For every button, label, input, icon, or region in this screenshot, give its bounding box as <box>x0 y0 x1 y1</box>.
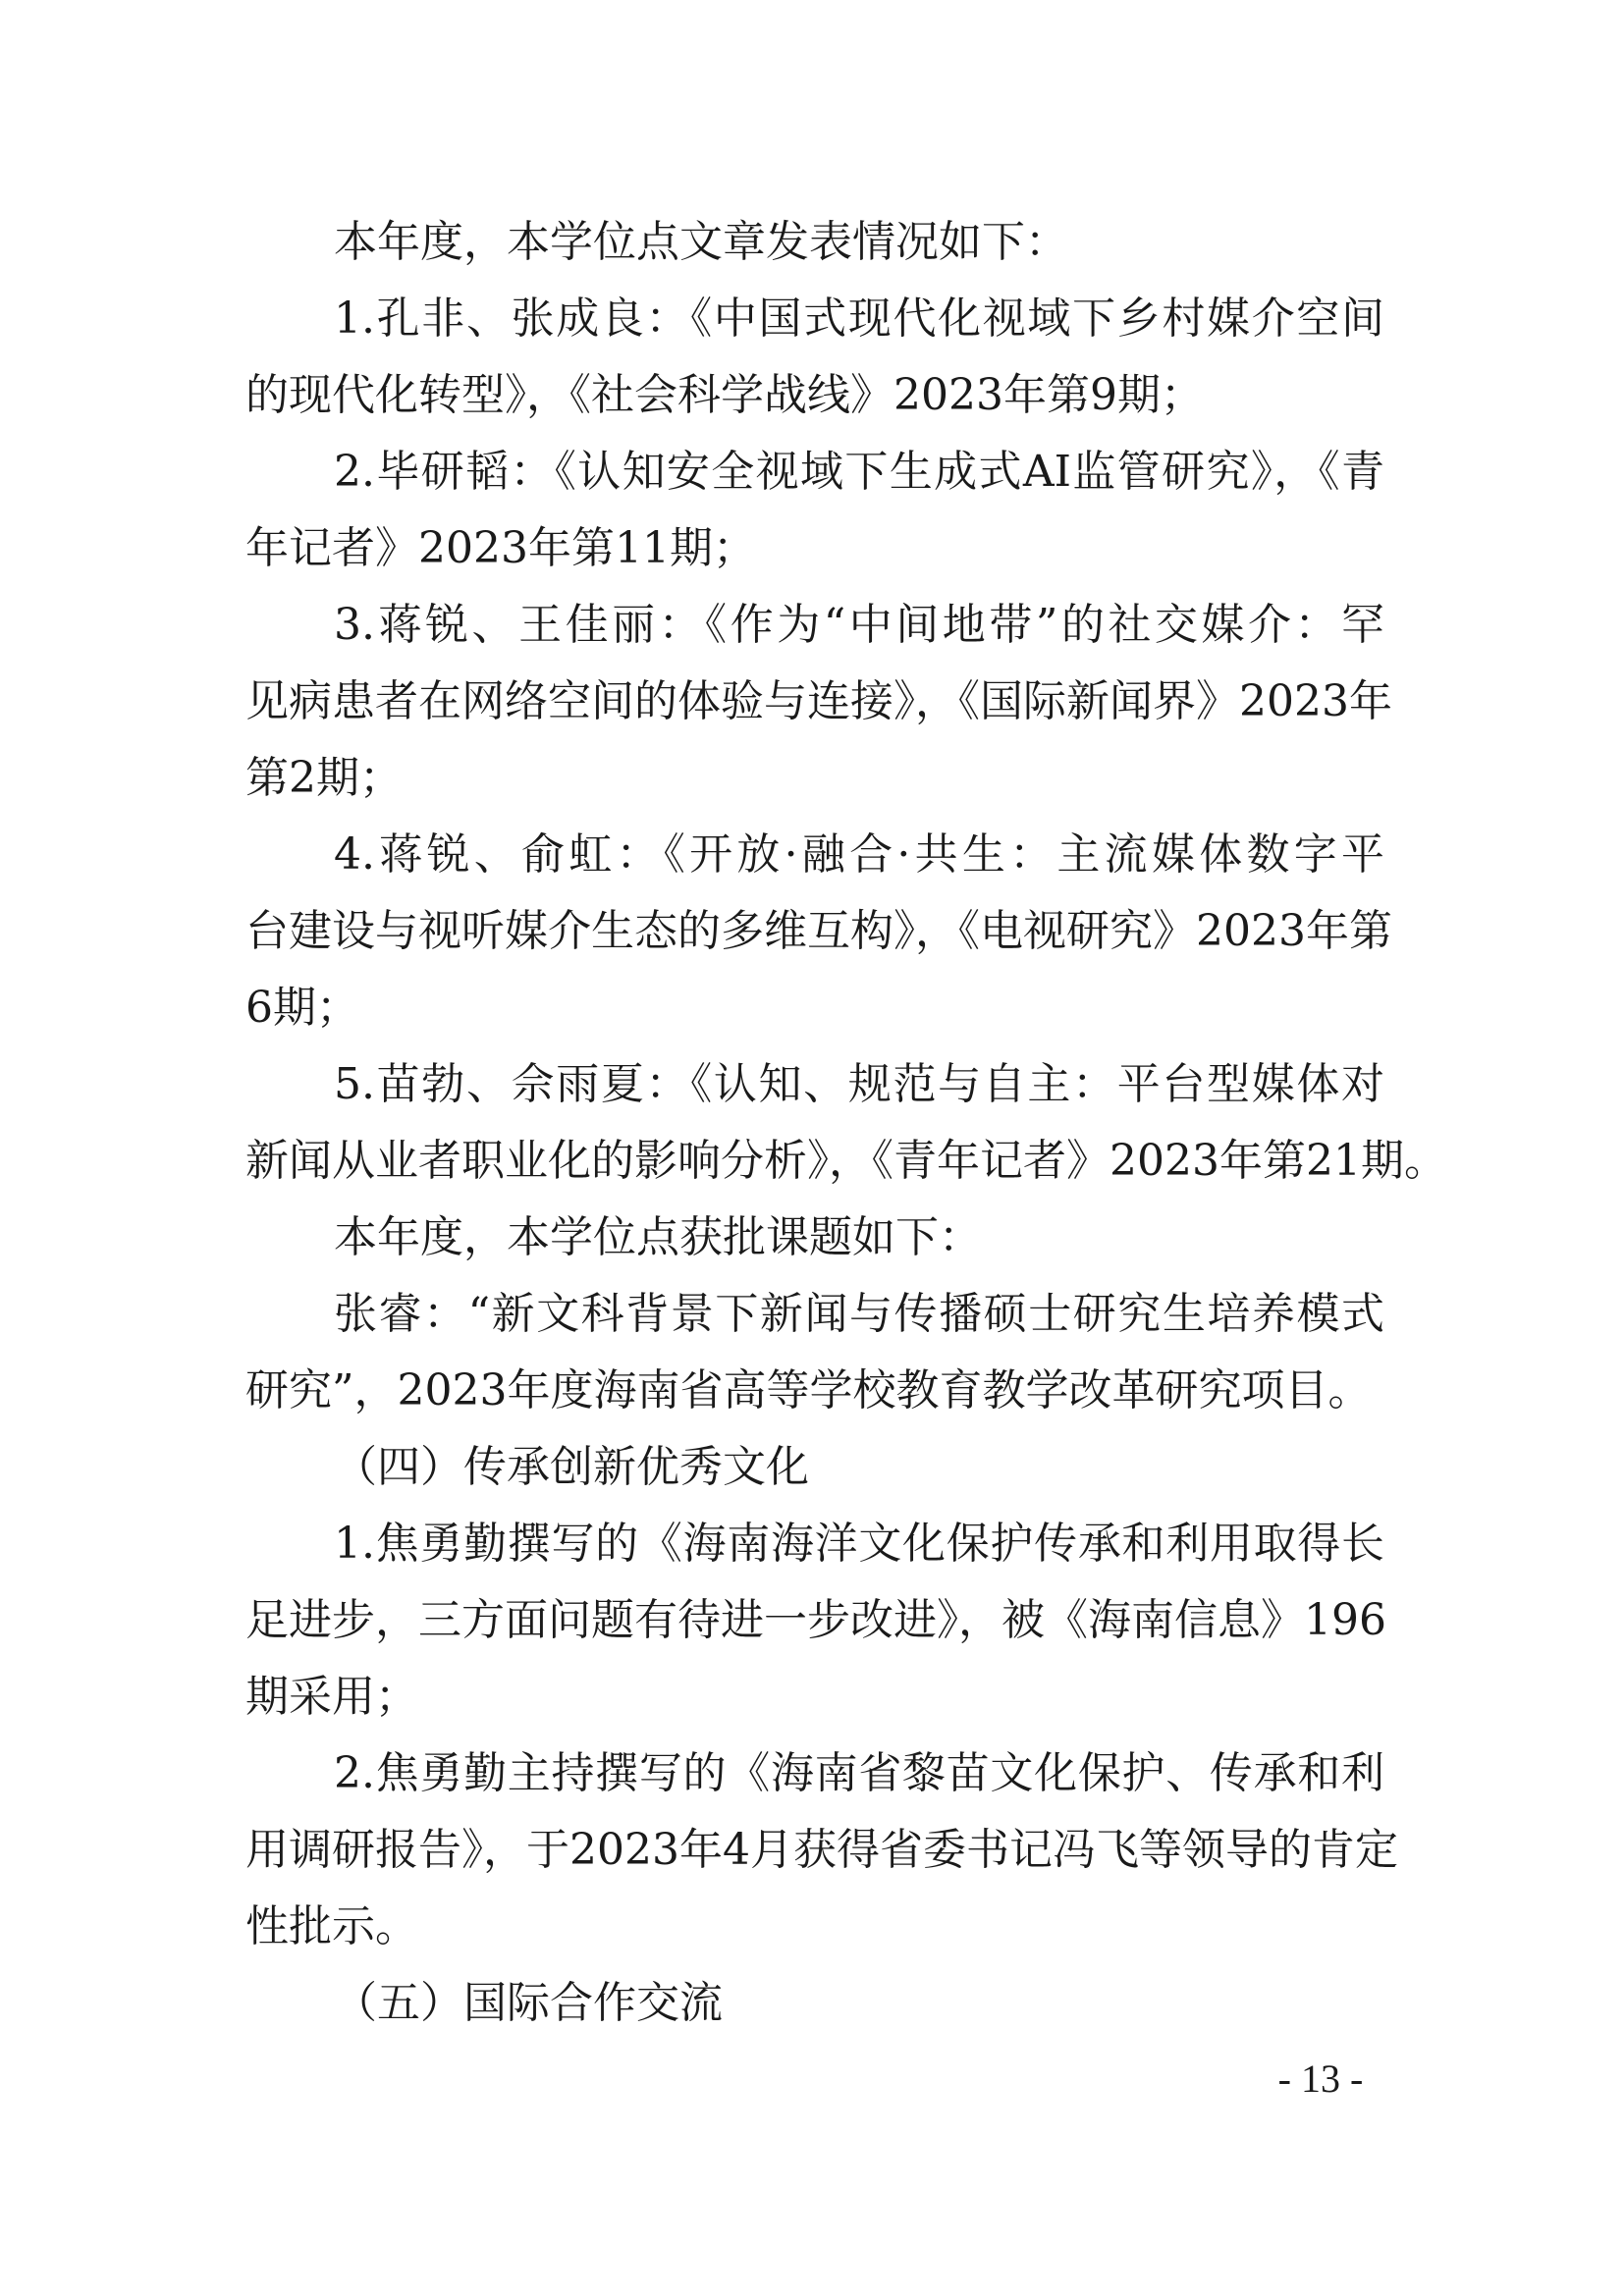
paragraph-line: 的现代化转型》，《社会科学战线》2023年第9期； <box>245 370 1204 420</box>
paragraph-line: 足进步，三方面问题有待进一步改进》，被《海南信息》196 <box>245 1595 1386 1645</box>
paragraph-line: 1.焦勇勤撰写的《海南海洋文化保护传承和利用取得长 <box>334 1519 1384 1569</box>
paragraph-line: 2.毕研韬：《认知安全视域下生成式AI监管研究》，《青 <box>334 447 1384 497</box>
paragraph-line: 见病患者在网络空间的体验与连接》，《国际新闻界》2023年 <box>245 676 1392 726</box>
paragraph-line: 4.蒋锐、俞虹：《开放·融合·共生：主流媒体数字平 <box>334 829 1384 880</box>
paragraph-line: 2.焦勇勤主持撰写的《海南省黎苗文化保护、传承和利 <box>334 1748 1384 1798</box>
paragraph-line: 6期； <box>245 983 359 1033</box>
paragraph-line: 本年度，本学位点获批课题如下： <box>334 1212 982 1262</box>
paragraph-line: 新闻从业者职业化的影响分析》，《青年记者》2023年第21期。 <box>245 1136 1447 1186</box>
page-number: - 13 - <box>1277 2056 1364 2101</box>
paragraph-line: 本年度，本学位点文章发表情况如下： <box>334 217 1068 267</box>
paragraph-line: 年记者》2023年第11期； <box>245 523 756 573</box>
section-heading: （四）传承创新优秀文化 <box>334 1442 809 1492</box>
section-heading: （五）国际合作交流 <box>334 1978 723 2028</box>
paragraph-line: 用调研报告》，于2023年4月获得省委书记冯飞等领导的肯定 <box>245 1825 1398 1875</box>
paragraph-line: 台建设与视听媒介生态的多维互构》，《电视研究》2023年第 <box>245 906 1392 956</box>
paragraph-line: 第2期； <box>245 753 403 803</box>
paragraph-line: 1.孔非、张成良：《中国式现代化视域下乡村媒介空间 <box>334 294 1384 344</box>
paragraph-line: 5.苗勃、佘雨夏：《认知、规范与自主：平台型媒体对 <box>334 1059 1384 1109</box>
paragraph-line: 张睿：“新文科背景下新闻与传播硕士研究生培养模式 <box>334 1289 1384 1339</box>
paragraph-line: 期采用； <box>245 1672 418 1722</box>
paragraph-line: 3.蒋锐、王佳丽：《作为“中间地带”的社交媒介：罕 <box>334 600 1384 650</box>
paragraph-line: 性批示。 <box>245 1901 418 1951</box>
paragraph-line: 研究”，2023年度海南省高等学校教育教学改革研究项目。 <box>245 1365 1372 1415</box>
